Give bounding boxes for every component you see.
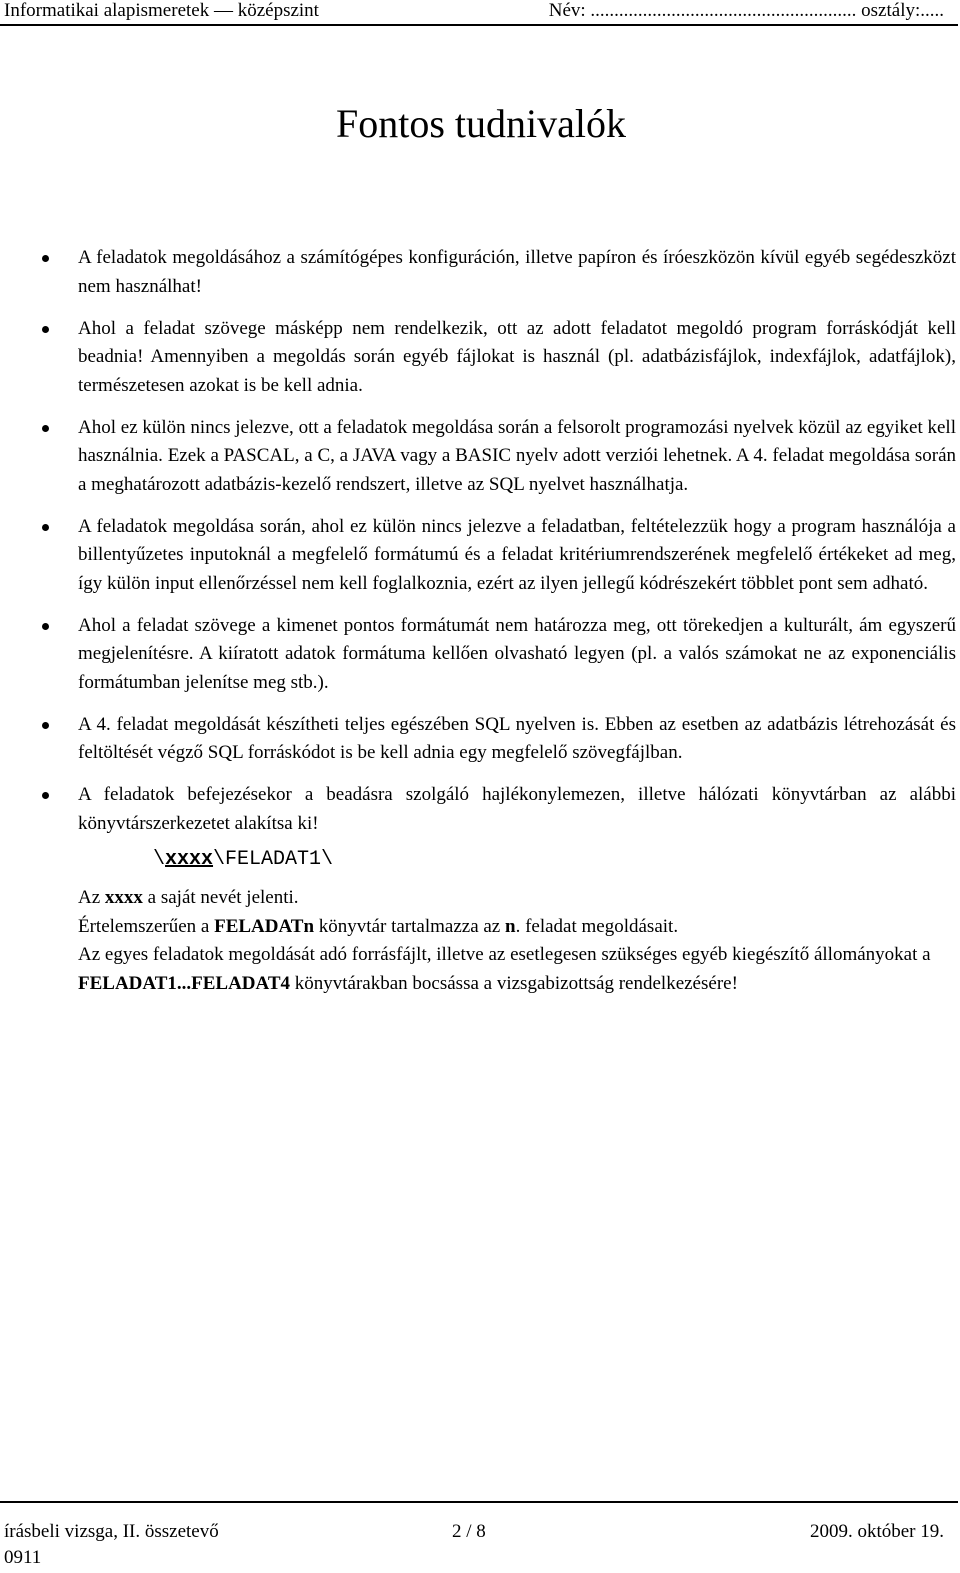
list-item: A 4. feladat megoldását készítheti teljes egészében SQL nyelven is. Ebben az esetben az adatbázis létrehozását és feltöltését végző SQL forráskódot is be kell adnia egy megfelelő szövegfájlban. (78, 711, 956, 768)
bullet-icon (42, 792, 49, 799)
instruction-list (78, 244, 956, 838)
bullet-icon (42, 326, 49, 333)
header-name-field: Név: ........................................................ osztály:..... (548, 0, 944, 21)
bullet-icon (42, 524, 49, 531)
paragraph-submission: Az egyes feladatok megoldását adó forrásfájlt, illetve az esetlegesen szükséges egyéb kiegészítő állományokat a FELADAT1...FELADAT4 könyvtárakban bocsássa a vizsgabizottság rendelkezésére! (78, 944, 931, 994)
paragraph-name-meaning: Az xxxx a saját nevét jelenti. (78, 887, 299, 908)
bullet-icon (42, 623, 49, 630)
bullet-icon (42, 255, 49, 262)
bullet-icon (42, 425, 49, 432)
footer-rule (0, 1501, 958, 1503)
header-rule (0, 24, 958, 26)
main-content (78, 244, 956, 998)
list-item: Ahol a feladat szövege a kimenet pontos formátumát nem határozza meg, ott törekedjen a kulturált, ám egyszerű megjelenítésre. A kiíratott adatok formátuma kellően olvasható legyen (pl. a valós számokat ne az exponenciális formátumban jelenítse meg stb.). (78, 612, 956, 698)
list-item: A feladatok megoldása során, ahol ez külön nincs jelezve a feladatban, feltételezzük hogy a program használója a billentyűzetes inputoknál a megfelelő formátumú és a feladat kritériumrendszerének megfelelő értékeket ad meg, így külön input ellenőrzéssel nem kell foglalkoznia, ezért az ilyen jellegű kódrészekért többlet pont sem adható. (78, 513, 956, 599)
paragraph-folder-content: Értelemszerűen a FELADATn könyvtár tartalmazza az n. feladat megoldásait. (78, 915, 679, 937)
list-item: A feladatok megoldásához a számítógépes konfiguráción, illetve papíron és íróeszközön kívül egyéb segédeszközt nem használhat! (78, 244, 956, 301)
page-title: Fontos tudnivalók (335, 101, 627, 146)
list-item: Ahol a feladat szövege másképp nem rendelkezik, ott az adott feladatot megoldó program forráskódját kell beadnia! Amennyiben a megoldás során egyéb fájlokat is használ (pl. adatbázisfájlok, indexfájlok, adatfájlok), természetesen azokat is be kell adnia. (78, 315, 956, 401)
list-item: Ahol ez külön nincs jelezve, ott a feladatok megoldása során a felsorolt programozási nyelvek közül az egyiket kell használnia. Ezek a PASCAL, a C, a JAVA vagy a BASIC nyelv adott verziói lehetnek. A 4. feladat megoldása során a meghatározott adatbázis-kezelő rendszert, illetve az SQL nyelvet használhatja. (78, 414, 956, 500)
page-header (4, 0, 944, 26)
footer-date: 2009. október 19. (809, 1521, 944, 1542)
directory-path: \xxxx\FELADAT1\ (153, 848, 334, 871)
bullet-icon (42, 722, 49, 729)
page-number: 2 / 8 (452, 1521, 486, 1542)
footer-exam-type: írásbeli vizsga, II. összetevő (4, 1521, 219, 1542)
exam-code: 0911 (4, 1547, 42, 1568)
list-item: A feladatok befejezésekor a beadásra szolgáló hajlékonylemezen, illetve hálózati könyvtárban az alábbi könyvtárszerkezetet alakítsa ki! (78, 781, 956, 838)
header-subject: Informatikai alapismeretek — középszint (4, 0, 319, 21)
